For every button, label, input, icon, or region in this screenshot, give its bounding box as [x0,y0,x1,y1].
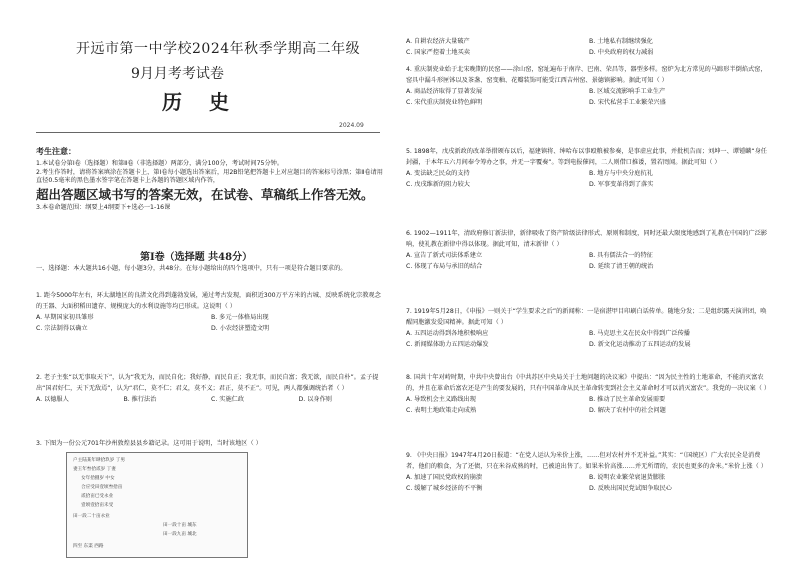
options-row [406,328,772,339]
option-b: B. 多元一体格局出现 [211,314,269,321]
question-1 [36,290,386,334]
options-row [406,261,772,272]
options-row [406,86,772,97]
question-6 [406,228,772,272]
question-4 [406,64,772,108]
question-8 [406,372,772,416]
options-row [406,405,772,416]
option-a: A. 变法缺乏民众的支持 [406,170,470,177]
option-b: B. 地方与中央分庭抗礼 [589,170,653,177]
subject-title: 历 史 [162,90,239,114]
option-d: D. 解决了农村中的社会问题 [589,407,666,414]
question-stem: 3. 下图为一份公元701年沙州敦煌县县乡籍记录。这可用于说明，当时该地区（ ） [36,440,262,447]
option-c: C. 缓解了城乡经济的不平衡 [406,485,483,492]
question-5 [406,146,772,190]
question-stem: 6. 1902—1911年，清政府修订新法律，新律吸收了资产阶级法律形式、原则和制度，同时还最大限度地感到了礼教在中国的广泛影响，使礼教在新律中得以体现。据此可知，清末新律（ ） [406,230,768,248]
option-a: A. 早期国家初具雏形 [36,314,94,321]
notice-item-2a: 2.考生作答时，请将答案填涂在答题卡上，第Ⅰ卷每小题选出答案后，用2B铅笔把答题卡上对应题目的答案标号涂黑；第Ⅱ卷请用直径0.5毫米的黑色墨水签字笔在答题卡上各题的答题区域内作答， [36,168,383,185]
exam-date: 2024.09 [339,122,364,129]
option-c: C. 实施仁政 [211,396,245,403]
options-row [406,36,772,47]
figure-line: 田一段九亩 城北 [163,532,197,537]
option-d: D. 反映出国民党试图争取民心 [589,485,672,492]
options-row [406,483,772,494]
option-d: D. 小农经济塑造文明 [211,325,270,332]
question-stem: 8. 国共十年对峙时期，中共中央曾出台《中共苏区中央局关于土地问题的决议案》中提出：“因为民主性的土地革命，不能消灭富农的，并且在革命后富农还是产生的要发展的，只有中国革命从民主革命转变到社会主义革命时才可以消灭富农”。我党的一决议案（ ） [406,374,771,392]
option-a: A. 以德服人 [36,396,69,403]
option-d: D. 新文化运动推动了五四运动的发展 [589,341,691,348]
notice-title: 考生注意： [36,147,76,156]
option-b: B. 土地私有制继续强化 [589,38,653,45]
option-a: A. 宣告了新式司法体系建立 [406,252,483,259]
option-c: C. 戊戌维新的阻力较大 [406,181,470,188]
option-b: B. 马克思主义在民众中得到广泛传播 [589,330,690,337]
options-row [36,323,386,334]
options-row [406,179,772,190]
question-stem: 7. 1919年5月28日，《申报》一则关于“学生要求之后”的新闻称：一是宿湛甲目印刷白话传单。随地分发；二是组织露天演讲团，唤醒同胞激发爱国精神。据此可知（ ） [406,308,767,326]
question-7 [406,306,772,350]
options-row [406,168,772,179]
option-b: B. 具有儒法合一的特征 [589,252,653,259]
option-a: A. 五四运动得到各地积极响应 [406,330,489,337]
figure-line: 女年拾捌岁 中女 [81,476,115,481]
options-row [406,472,772,483]
notice-block [36,160,386,212]
question-9 [406,450,772,494]
figure-line: 四至 东渠 西路 [73,544,104,549]
notice-item-3: 3.本卷命题范围：纲要上4纲要下+选必一1-16课 [36,203,171,211]
figure-line: 壹顷壹拾亩未受 [81,503,114,508]
question-stem: 9. 《中央日报》1947年4月20日报道：“在党人运认为米价上涨，……但对农村并不无补益。”其实：“（国统区）广大农民全是消费者，他们的粮食，为了还债，只在米谷成熟的时，已被迫出售了。如果米价高涨……并无所谓的，农民也更多的舍米。”米价上涨（ ） [406,452,767,470]
options-row [406,97,772,108]
question-stem: 2. 老子主张“以无事取天下”，认为“我无为，而民自化；我好静，而民自正；我无事，而民自富；我无欲，而民自朴”。孟子提出“国君好仁，天下无敌焉”，认为“君仁，莫不仁；君义，莫不义；君正，莫不正”。可见，两人都强调统治者（ ） [36,374,379,392]
option-b: B. 区域交流影响手工业生产 [589,88,666,95]
figure-line: 田一段二十亩永业 [73,514,110,519]
option-c: C. 表明土地政策走向成熟 [406,407,477,414]
option-d: D. 军事变革得到了落实 [589,181,654,188]
option-a: A. 商品经济取得了显著发展 [406,88,483,95]
figure-line: 妻王年叁拾贰岁 丁妻 [73,467,116,472]
options-row [406,394,772,405]
option-d: D. 宋代私营手工业繁荣兴盛 [589,99,666,106]
option-b: B. 推行法治 [123,396,157,403]
question-2 [36,372,386,405]
option-c: C. 国家严控着土地买卖 [406,49,470,56]
question-stem: 1. 距今5000年左右，环太湖地区的良渚文化得到蓬勃发展，通过考古发现，面积近300万平方米的古城、反映系统化宗教观念的王器、大面积稻田遗存、规模庞大的水利设施等均已形成。这说明（ ） [36,292,381,310]
option-c: C. 宋代重庆制瓷业特色鲜明 [406,99,483,106]
part1-title: 第Ⅰ卷（选择题 共48分） [140,252,253,263]
option-c: C. 宗法制得以确立 [36,325,88,332]
question-stem: 4. 重庆制瓷业始于北宋晚期的民窑——涂山窑，窑址遍布于南岸、巴南、荣昌等，器型多样。窑炉为北方常见的马蹄形半倒焰式窑，窑具中漏斗形匣钵以及茶盏、窑变釉、花瓣装饰可能受江西吉州窑、景德镇影响。据此可知（ ） [406,66,767,84]
option-d: D. 延续了清王朝的统治 [589,263,654,270]
option-d: D. 以身作则 [298,396,332,403]
question-stem: 5. 1898年，戊戌新政的改革举措颁布以后，福建镇将、绅哈布以事殴粮被参奏，是事虚应此事，并批机告而；刘坤一、谭锺麟“身任封疆，于本年五六月间奉令筹办之事，并无一字覆奏”。等到电报催问，二人则借口推诿，置若罔闻。据此可知（ ） [406,148,767,166]
section-instructions: 一、选择题：本大题共16小题，每小题3分，共48分。在每小题给出的四个选项中，只有一项是符合题目要求的。 [36,265,347,272]
exam-title: 开远市第一中学校2024年秋季学期高二年级 [76,41,361,57]
household-register-figure [66,452,248,558]
options-row [36,312,386,323]
option-a: A. 自耕农经济大量破产 [406,38,470,45]
option-a: A. 导致机会主义路线出现 [406,396,476,403]
option-c: C. 体现了布局与承旧的结合 [406,263,483,270]
options-row [36,394,386,405]
figure-line: 田一段十亩 城东 [163,523,197,528]
option-b: B. 推动了民主革命发展需要 [589,396,666,403]
figure-line: 户主陆某年肆拾玖岁 丁男 [73,458,125,463]
option-b: B. 说明农业繁荣衰退货膨胀 [589,474,666,481]
exam-subtitle: 9月月考考试卷 [131,66,224,82]
notice-item-2b: 超出答题区域书写的答案无效，在试卷、草稿纸上作答无效。 [36,186,374,202]
options-row [406,47,772,58]
option-c: C. 新闻媒体助力五四运动爆发 [406,341,489,348]
options-row [406,339,772,350]
notice-item-1: 1.本试卷分第Ⅰ卷（选择题）和第Ⅱ卷（非选择题）两部分，满分100分，考试时间75分钟。 [36,160,284,167]
options-row [406,250,772,261]
option-a: A. 加速了国民党政权的崩溃 [406,474,483,481]
header-divider [36,132,380,133]
option-d: D. 中央政府的权力减弱 [589,49,654,56]
question-3-options [406,36,772,58]
figure-line: 合应受田壹顷叁拾亩 [81,485,123,490]
figure-line: 贰拾亩已受永业 [81,494,114,499]
question-3 [36,438,386,449]
